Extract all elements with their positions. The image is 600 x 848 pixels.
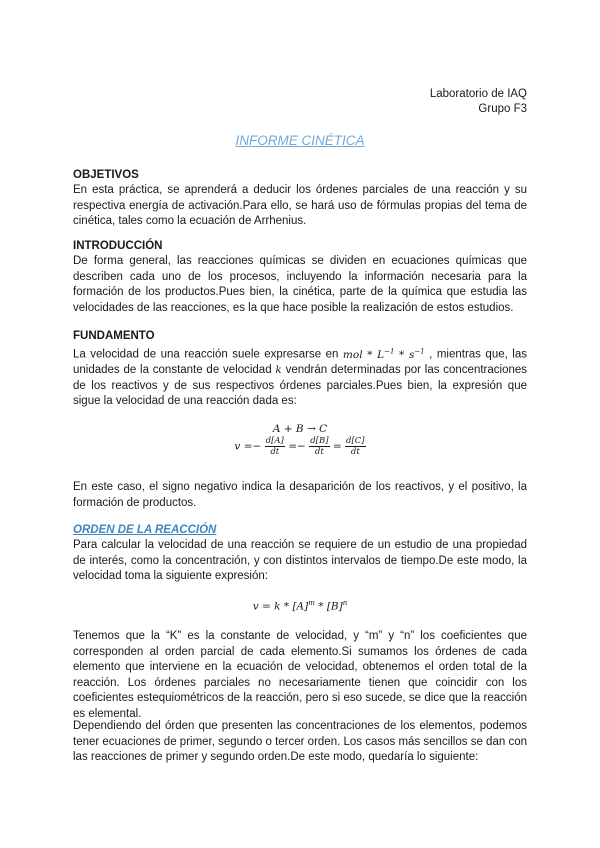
section-fundamento — [73, 329, 527, 410]
group-name: Grupo F3 — [478, 103, 527, 115]
section-introduccion — [73, 239, 527, 316]
section-orden — [73, 523, 527, 585]
orden-heading: ORDEN DE LA REACCIÓN — [73, 524, 217, 536]
orden-body — [73, 629, 527, 723]
orden-text-3: Dependiendo del órden que presenten las concentraciones de los elementos, podemos tener ecuaciones de primer, segundo o tercer orden. Los casos más sencillos se dan con las reacciones de primer y segundo orden.De este modo, quedaría lo siguiente: — [73, 720, 527, 764]
page-header — [430, 87, 527, 117]
fundamento-after-text: En este caso, el signo negativo indica la desaparición de los reactivos, y el positivo, la formación de productos. — [73, 481, 527, 509]
document-title: INFORME CINÉTICA — [235, 133, 365, 148]
section-objetivos — [73, 168, 527, 230]
fundamento-heading: FUNDAMENTO — [73, 330, 155, 342]
rate-equation: v =− $\frac{d[A]}{dt}$ =− $\frac{d[B]}{dt}$ = $\frac{d[C]}{dt}$ — [234, 436, 365, 457]
lab-name: Laboratorio de IAQ — [429, 88, 527, 100]
fundamento-after — [73, 480, 527, 511]
introduccion-heading: INTRODUCCIÓN — [73, 240, 163, 252]
rate-units: mol * $L^{-1} * s^{-1}$ — [342, 347, 425, 361]
reaction-equation: A + B → C — [272, 423, 328, 435]
objetivos-heading: OBJETIVOS — [73, 169, 139, 181]
k-symbol: k — [275, 364, 282, 377]
fundamento-text-a: La velocidad de una reacción suele expresarse en — [73, 348, 339, 361]
orden-text-1: Para calcular la velocidad de una reacción se requiere de un estudio de una propiedad de interés, como la concentración, y con distintos intervalos de tiempo.De este modo, la velocidad toma la siguiente expresión: — [73, 539, 527, 583]
orden-text-2: Tenemos que la “K” es la constante de velocidad, y “m” y “n” los coeficientes que corresponden al orden parcial de cada elemento.Si sumamos los órdenes de cada elemento que interviene en la ecuación de velocidad, obtenemos el orden total de la reacción. Los órdenes parciales no necesariamente tienen que coincidir con los coeficientes estequiométricos de la reacción, pero si eso sucede, se dice que la reacción es elemental. — [73, 630, 527, 720]
fundamento-text-c: vendrán determinadas por las concentraciones de los reactivos y de sus respectivos órdenes parciales.Pues bien, la expresión que sigue la velocidad de una reacción dada es: — [73, 364, 528, 408]
objetivos-text: En esta práctica, se aprenderá a deducir los órdenes parciales de una reacción y su respectiva energía de activación.Para ello, se hará uso de fórmulas propias del tema de cinética, tales como la ecuación de Arrhenius. — [73, 184, 527, 228]
orden-body-2 — [73, 719, 527, 766]
introduccion-text: De forma general, las reacciones químicas se dividen en ecuaciones químicas que describen cada uno de los procesos, incluyendo la información necesaria para la formación de los productos.Pues bien, la cinética, parte de la química que estudia las velocidades de las reacciones, es la que hace posible la realización de estos estudios. — [73, 255, 527, 314]
fundamento-text — [73, 344, 527, 410]
fundamento-text-b: , mientras que, las unidades de la constante de velocidad — [73, 348, 527, 377]
rate-law-equation: $v = k * [A]^m * [B]^n$ — [252, 599, 348, 613]
